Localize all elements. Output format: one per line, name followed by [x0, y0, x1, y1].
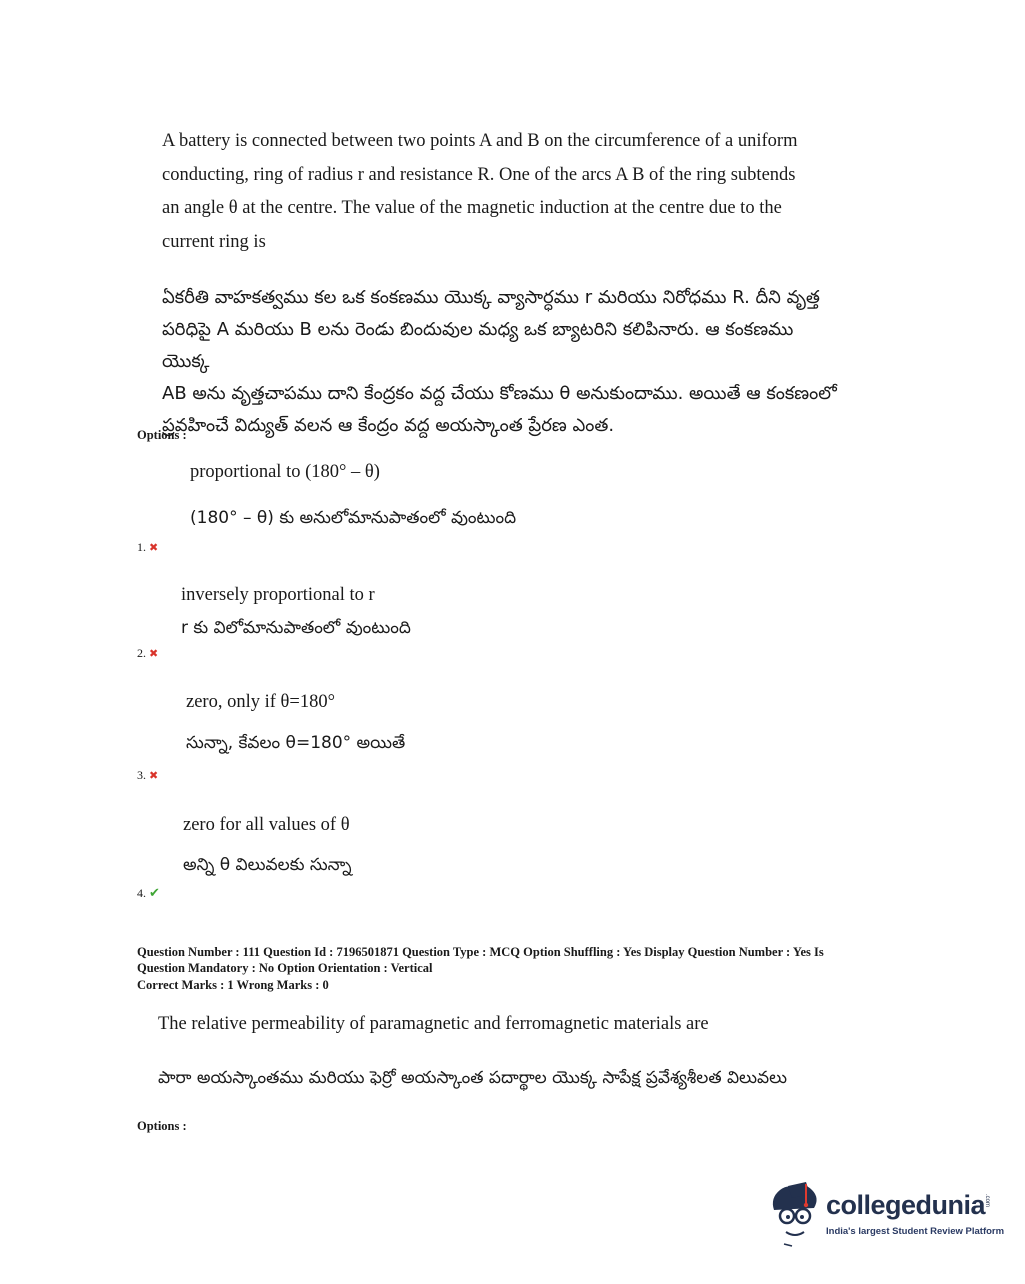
question-telugu [162, 282, 842, 442]
question-line: an angle θ at the centre. The value of the magnetic induction at the centre due to the [162, 198, 782, 218]
option-number: 3. [137, 768, 146, 782]
metadata-line: Question Mandatory : No Option Orientation : Vertical [137, 961, 433, 975]
options-label: Options : [137, 1119, 187, 1133]
option-3-number[interactable] [137, 768, 158, 783]
brand-tagline: India's largest Student Review Platform [826, 1226, 1005, 1237]
mascot-icon [766, 1180, 826, 1250]
option-4-english: zero for all values of θ [183, 815, 350, 835]
question-line: ప్రవహించే విద్యుత్ వలన ఆ కేంద్రం వద్ద అయస్కాంత ప్రేరణ ఎంత. [162, 415, 615, 436]
check-icon: ✔ [149, 886, 160, 901]
option-1-english: proportional to (180° – θ) [190, 462, 380, 482]
cross-icon: ✖ [149, 542, 159, 554]
cross-icon: ✖ [149, 648, 159, 660]
option-2-number[interactable] [137, 646, 158, 661]
collegedunia-logo [766, 1180, 1005, 1250]
question-111-english: The relative permeability of paramagnetic and ferromagnetic materials are [158, 1014, 709, 1034]
question-111-telugu: పారా అయస్కాంతము మరియు ఫెర్రో అయస్కాంత పదార్థాల యొక్క సాపేక్ష ప్రవేశ్యశీలత విలువలు [158, 1068, 788, 1088]
brand-suffix: .com [984, 1194, 990, 1208]
question-line: current ring is [162, 231, 266, 252]
option-3-english: zero, only if θ=180° [186, 692, 335, 712]
option-1-telugu: (180° – θ) కు అనులోమానుపాతంలో వుంటుంది [190, 508, 517, 528]
question-english [162, 125, 842, 259]
option-3-telugu: సున్నా, కేవలం θ=180° అయితే [186, 733, 406, 753]
options-label: Options : [137, 428, 187, 442]
option-number: 4. [137, 886, 146, 900]
option-number: 2. [137, 646, 146, 660]
option-2-telugu: r కు విలోమానుపాతంలో వుంటుంది [181, 618, 411, 638]
brand-name: collegedunia [826, 1190, 986, 1220]
question-line: A battery is connected between two points A and B on the circumference of a uniform [162, 131, 798, 151]
cross-icon: ✖ [149, 770, 159, 782]
question-line: conducting, ring of radius r and resistance R. One of the arcs A B of the ring subtends [162, 164, 796, 185]
question-metadata [137, 944, 877, 993]
marks-line: Correct Marks : 1 Wrong Marks : 0 [137, 978, 329, 992]
question-line: ఏకరీతి వాహకత్వము కల ఒక కంకణము యొక్క వ్యాసార్ధము r మరియు నిరోధము R. దీని వృత్త [162, 287, 820, 308]
question-line: AB అను వృత్తచాపము దాని కేంద్రకం వద్ద చేయు కోణము θ అనుకుందాము. అయితే ఆ కంకణంలో [162, 383, 837, 404]
option-2-english: inversely proportional to r [181, 585, 375, 605]
option-4-number[interactable] [137, 886, 160, 901]
metadata-line: Question Number : 111 Question Id : 7196501871 Question Type : MCQ Option Shuffling : Yes Display Question Number : Yes Is [137, 945, 824, 959]
option-4-telugu: అన్ని θ విలువలకు సున్నా [183, 855, 352, 875]
option-1-number[interactable] [137, 540, 158, 555]
option-number: 1. [137, 540, 146, 554]
question-line: పరిధిపై A మరియు B లను రెండు బిందువుల మధ్య ఒక బ్యాటరిని కలిపినారు. ఆ కంకణము యొక్క [162, 319, 794, 372]
